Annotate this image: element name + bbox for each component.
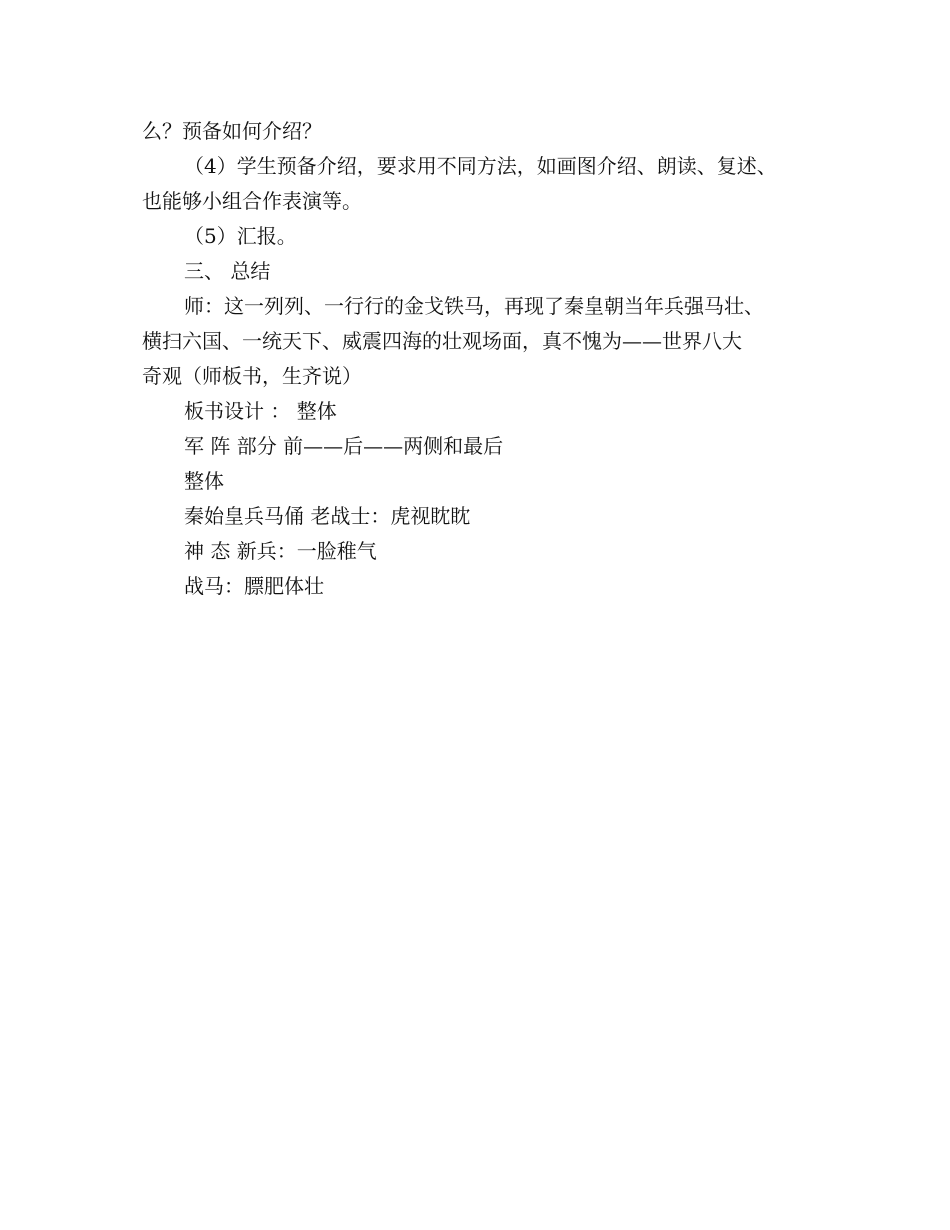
text-line-step-4: （4）学生预备介绍，要求用不同方法，如画图介绍、朗读、复述、 — [184, 154, 777, 178]
board-design-line-warhorse: 战马：膘肥体壮 — [184, 574, 324, 598]
document-body — [142, 114, 832, 604]
board-design-line-whole: 整体 — [184, 469, 224, 493]
board-design-line-veteran: 秦始皇兵马俑 老战士：虎视眈眈 — [184, 504, 471, 528]
text-line-step-4-continuation: 也能够小组合作表演等。 — [142, 189, 362, 213]
text-line-teacher-summary-3: 奇观（师板书，生齐说） — [142, 364, 362, 388]
section-heading-summary: 三、 总结 — [184, 259, 271, 283]
text-line-step-5: （5）汇报。 — [184, 224, 297, 248]
text-line-teacher-summary: 师：这一列列、一行行的金戈铁马，再现了秦皇朝当年兵强马壮、 — [184, 294, 764, 318]
board-design-line-formation: 军 阵 部分 前——后——两侧和最后 — [184, 434, 504, 458]
text-line-continuation: 么？预备如何介绍？ — [142, 119, 322, 143]
text-line-teacher-summary-2: 横扫六国、一统天下、威震四海的壮观场面，真不愧为——世界八大 — [142, 329, 742, 353]
board-design-title: 板书设计 ： 整体 — [184, 399, 337, 423]
board-design-line-recruit: 神 态 新兵：一脸稚气 — [184, 539, 377, 563]
